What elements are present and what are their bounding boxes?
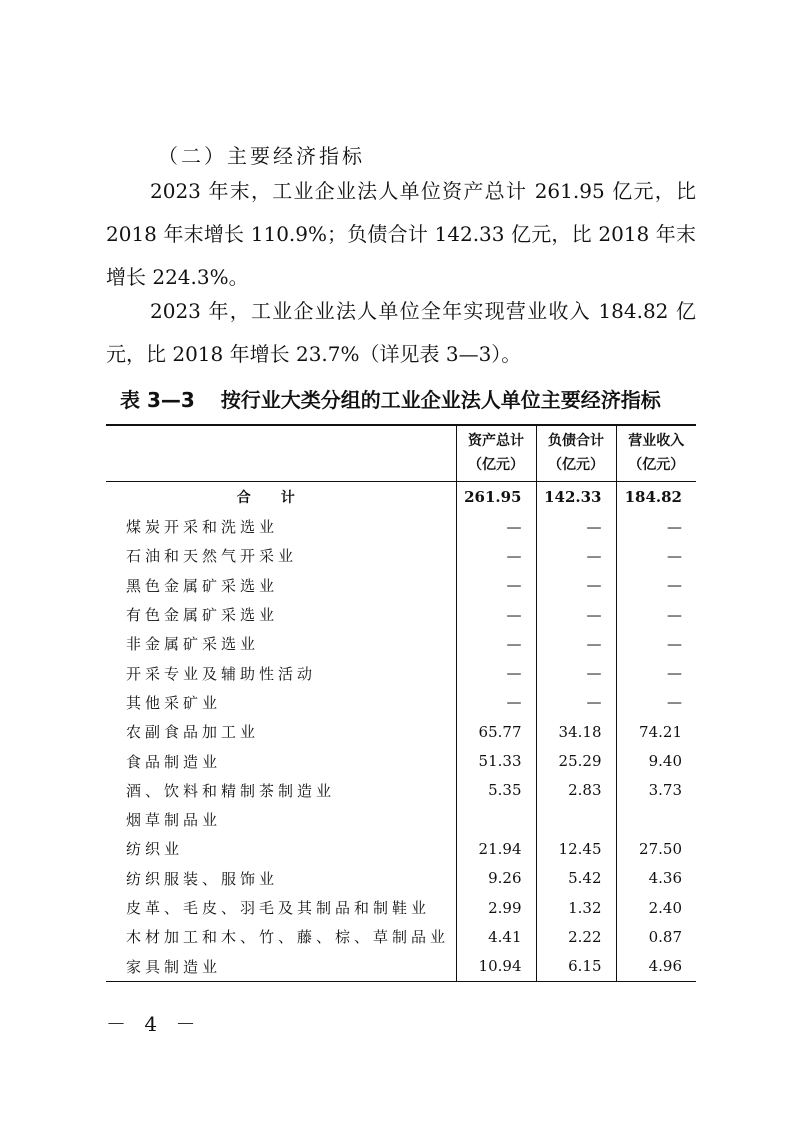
assets-value: —	[456, 600, 536, 629]
industry-label: 家具制造业	[106, 951, 456, 981]
liabilities-value: —	[536, 512, 616, 541]
assets-value: 4.41	[456, 922, 536, 951]
table-row	[106, 717, 696, 746]
header-liabilities	[536, 426, 616, 482]
header-revenue	[616, 426, 696, 482]
assets-value: —	[456, 658, 536, 687]
table-row	[106, 805, 696, 834]
assets-value: —	[456, 541, 536, 570]
total-revenue: 184.82	[616, 482, 696, 513]
liabilities-value: 2.83	[536, 776, 616, 805]
paragraph-revenue-text: 2023 年，工业企业法人单位全年实现营业收入 184.82 亿元，比 2018 年增长 23.7%（详见表 3—3）。	[106, 299, 696, 366]
industry-label: 食品制造业	[126, 752, 222, 771]
revenue-value: 3.73	[616, 776, 696, 805]
header-assets	[456, 426, 536, 482]
header-liabilities-name: 负债合计	[548, 433, 604, 449]
assets-value: 2.99	[456, 893, 536, 922]
header-revenue-unit: （亿元）	[628, 457, 685, 473]
liabilities-value: —	[536, 629, 616, 658]
header-assets-name: 资产总计	[468, 433, 524, 449]
industry-label: 纺织服装、服饰业	[126, 869, 279, 888]
table-row	[106, 541, 696, 570]
revenue-value: 27.50	[616, 834, 696, 863]
economic-indicators-table	[106, 424, 696, 982]
liabilities-value	[536, 805, 616, 834]
assets-value: 65.77	[456, 717, 536, 746]
table-row	[106, 688, 696, 717]
revenue-value: —	[616, 658, 696, 687]
liabilities-value: 25.29	[536, 746, 616, 775]
industry-label: 煤炭开采和洗选业	[126, 518, 279, 537]
table-row	[106, 893, 696, 922]
table-row	[106, 512, 696, 541]
table-row	[106, 776, 696, 805]
table-title	[120, 384, 661, 413]
liabilities-value: 5.42	[536, 864, 616, 893]
table-number: 表 3—3	[120, 388, 195, 412]
total-assets: 261.95	[456, 482, 536, 513]
section-heading: （二）主要经济指标	[158, 144, 365, 168]
table-header-row	[106, 426, 696, 482]
industry-label: 有色金属矿采选业	[126, 606, 279, 625]
liabilities-value: 1.32	[536, 893, 616, 922]
revenue-value: 9.40	[616, 746, 696, 775]
revenue-value: —	[616, 512, 696, 541]
industry-label: 黑色金属矿采选业	[126, 576, 279, 595]
industry-label: 皮革、毛皮、羽毛及其制品和制鞋业	[126, 899, 431, 917]
liabilities-value: —	[536, 688, 616, 717]
industry-label: 非金属矿采选业	[126, 635, 260, 654]
table-row	[106, 834, 696, 863]
industry-label: 农副食品加工业	[126, 723, 260, 742]
assets-value: —	[456, 571, 536, 600]
industry-label: 石油和天然气开采业	[126, 547, 298, 566]
table-title-text: 按行业大类分组的工业企业法人单位主要经济指标	[220, 388, 661, 412]
liabilities-value: 12.45	[536, 834, 616, 863]
header-assets-unit: （亿元）	[468, 457, 524, 473]
total-label: 合计	[236, 490, 325, 506]
assets-value: 5.35	[456, 776, 536, 805]
table-row	[106, 600, 696, 629]
header-industry-cell	[106, 426, 456, 482]
revenue-value: 2.40	[616, 893, 696, 922]
revenue-value: 4.96	[616, 951, 696, 981]
revenue-value: —	[616, 571, 696, 600]
assets-value: 9.26	[456, 864, 536, 893]
table-row	[106, 658, 696, 687]
liabilities-value: —	[536, 600, 616, 629]
table-row	[106, 571, 696, 600]
industry-label: 木材加工和木、竹、藤、棕、草制品业	[126, 928, 450, 947]
revenue-value: —	[616, 629, 696, 658]
revenue-value: —	[616, 688, 696, 717]
paragraph-assets-text: 2023 年末，工业企业法人单位资产总计 261.95 亿元，比 2018 年末增长 110.9%；负债合计 142.33 亿元，比 2018 年末增长 224.3%。	[106, 179, 696, 289]
table-total-row	[106, 482, 696, 513]
assets-value	[456, 805, 536, 834]
revenue-value: —	[616, 600, 696, 629]
industry-label: 其他采矿业	[126, 693, 222, 712]
revenue-value	[616, 805, 696, 834]
revenue-value: 0.87	[616, 922, 696, 951]
assets-value: —	[456, 629, 536, 658]
industry-label: 开采专业及辅助性活动	[126, 664, 317, 683]
paragraph-revenue	[106, 290, 696, 376]
assets-value: —	[456, 512, 536, 541]
revenue-value: 74.21	[616, 717, 696, 746]
paragraph-assets	[106, 170, 696, 299]
page-number: － 4 －	[106, 1012, 202, 1036]
header-revenue-name: 营业收入	[628, 433, 685, 449]
liabilities-value: —	[536, 541, 616, 570]
assets-value: 51.33	[456, 746, 536, 775]
industry-label: 纺织业	[126, 840, 184, 859]
revenue-value: —	[616, 541, 696, 570]
header-liabilities-unit: （亿元）	[548, 457, 604, 473]
revenue-value: 4.36	[616, 864, 696, 893]
table-row	[106, 629, 696, 658]
assets-value: —	[456, 688, 536, 717]
assets-value: 21.94	[456, 834, 536, 863]
industry-label: 烟草制品业	[126, 811, 222, 830]
table-row	[106, 746, 696, 775]
total-liabilities: 142.33	[536, 482, 616, 513]
industry-label: 酒、饮料和精制茶制造业	[126, 781, 336, 800]
assets-value: 10.94	[456, 951, 536, 981]
liabilities-value: —	[536, 658, 616, 687]
liabilities-value: 2.22	[536, 922, 616, 951]
liabilities-value: 34.18	[536, 717, 616, 746]
table-row	[106, 864, 696, 893]
table-row	[106, 951, 696, 981]
liabilities-value: 6.15	[536, 951, 616, 981]
table-row	[106, 922, 696, 951]
liabilities-value: —	[536, 571, 616, 600]
